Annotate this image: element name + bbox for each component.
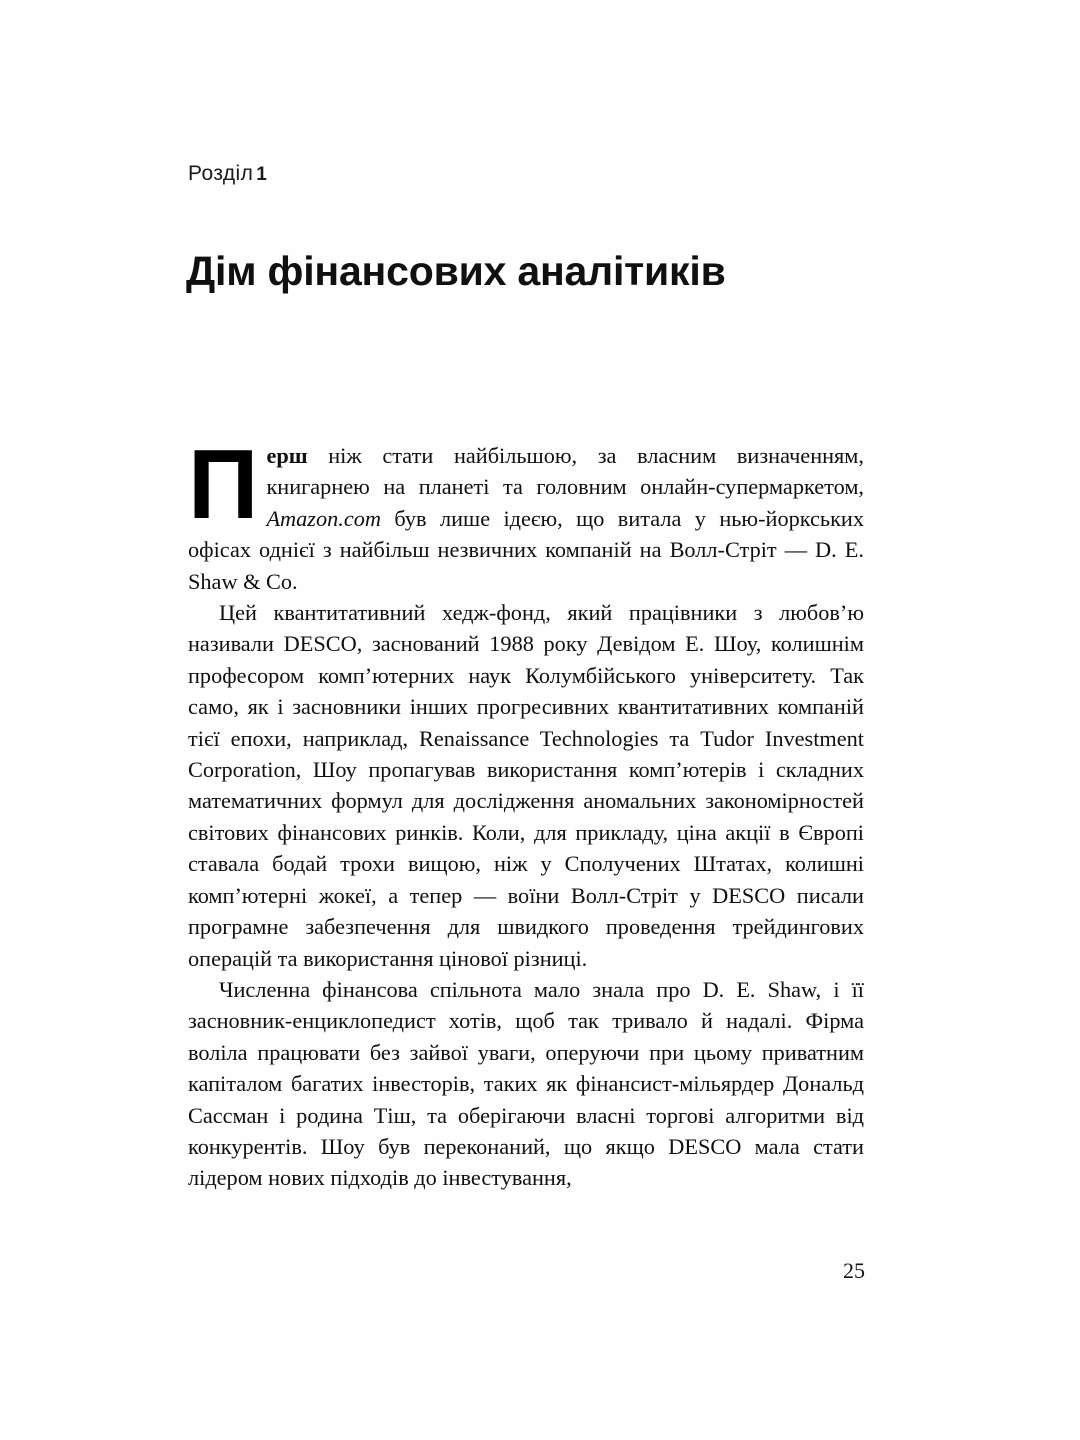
body-text-block bbox=[188, 429, 864, 1194]
paragraph-1-text-before-italic: ніж стати найбільшою, за власним визначенням, книгарнею на планеті та головним онлайн-супермаркетом, bbox=[266, 443, 864, 500]
chapter-title: Дім фінансових аналітиків bbox=[186, 248, 726, 295]
page-number: 25 bbox=[843, 1258, 865, 1283]
paragraph-1-italic-brand: Amazon.com bbox=[266, 505, 382, 531]
paragraph-1 bbox=[188, 429, 864, 597]
drop-cap: П bbox=[188, 429, 258, 539]
chapter-label-word: Розділ bbox=[188, 162, 254, 185]
chapter-label bbox=[188, 162, 267, 186]
paragraph-3: Численна фінансова спільнота мало знала про D. E. Shaw, і її засновник-енциклопедист хотів, щоб так тривало й надалі. Фірма воліла працювати без зайвої уваги, оперуючи при цьому приватним капіталом багатих інвесторів, таких як фінансист-мільярдер Дональд Сассман і родина Тіш, та оберігаючи власні торгові алгоритми від конкурентів. Шоу був переконаний, що якщо DESCO мала стати лідером нових підходів до інвестування, bbox=[188, 976, 864, 1191]
paragraph-1-lead-bold: ерш bbox=[266, 443, 308, 468]
paragraph-1-text-after-italic: був лише ідеєю, що витала у нью-йоркських офісах однієї з найбільш незвичних компаній на Волл-Стріт — D. E. Shaw & Co. bbox=[188, 505, 864, 594]
chapter-label-number: 1 bbox=[256, 164, 268, 185]
paragraph-2: Цей квантитативний хедж-фонд, який працівники з любов’ю називали DESCO, заснований 1988 року Девідом Е. Шоу, колишнім професором комп’ютерних наук Колумбійського університету. Так само, як і засновники інших прогресивних квантитативних компаній тієї епохи, наприклад, Renaissance Technologies та Tudor Investment Corporation, Шоу пропагував використання комп’ютерів і складних математичних формул для дослідження аномальних закономірностей світових фінансових ринків. Коли, для прикладу, ціна акції в Європі ставала бодай трохи вищою, ніж у Сполучених Штатах, колишні комп’ютерні жокеї, а тепер — воїни Волл-Стріт у DESCO писали програмне забезпечення для швидкого проведення трейдингових операцій та використання цінової різниці. bbox=[188, 600, 864, 971]
